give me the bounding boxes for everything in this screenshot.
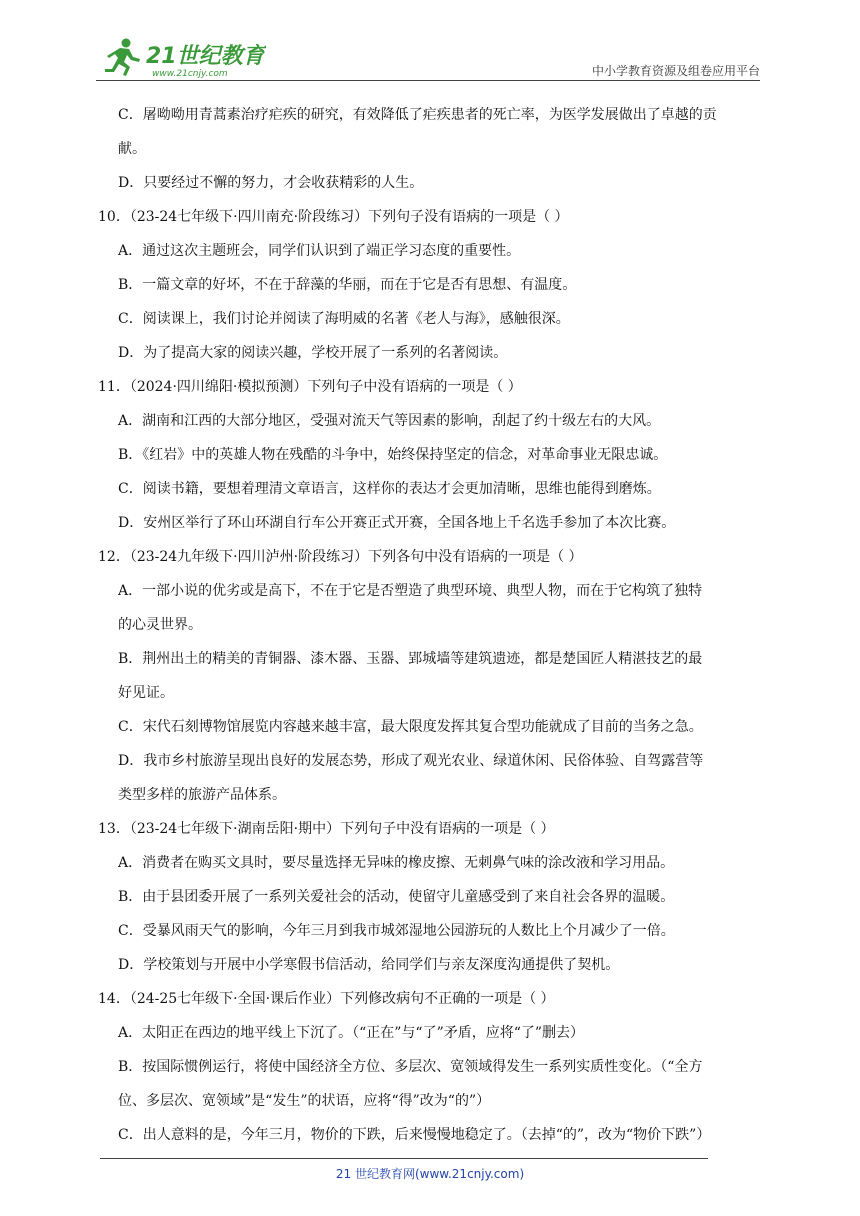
answer-option: C．宋代石刻博物馆展览内容越来越丰富，最大限度发挥其复合型功能就成了目前的当务之急。: [118, 719, 703, 735]
answer-option: D．我市乡村旅游呈现出良好的发展态势，形成了观光农业、绿道休闲、民俗体验、自驾露营等: [118, 753, 704, 769]
platform-name: 中小学教育资源及组卷应用平台: [591, 64, 760, 78]
logo-url: www.21cnjy.com: [152, 69, 228, 79]
question-stem: 14．（24-25七年级下·全国·课后作业）下列修改病句不正确的一项是（ ）: [98, 991, 555, 1007]
answer-option: B．《红岩》中的英雄人物在残酷的斗争中，始终保持坚定的信念，对革命事业无限忠诚。: [118, 447, 668, 463]
option-continuation: 类型多样的旅游产品体系。: [118, 787, 286, 803]
answer-option: A．通过这次主题班会，同学们认识到了端正学习态度的重要性。: [118, 243, 521, 259]
option-continuation: 献。: [118, 141, 146, 157]
answer-option: D．为了提高大家的阅读兴趣，学校开展了一系列的名著阅读。: [118, 345, 508, 361]
logo: [96, 36, 266, 80]
answer-option: B．由于县团委开展了一系列关爱社会的活动，使留守儿童感受到了来自社会各界的温暖。: [118, 889, 675, 905]
answer-option: A．湖南和江西的大部分地区，受强对流天气等因素的影响，刮起了约十级左右的大风。: [118, 413, 661, 429]
logo-text: 21世纪教育: [146, 44, 265, 69]
answer-option: B．按国际惯例运行，将使中国经济全方位、多层次、宽领域得发生一系列实质性变化。（“全方: [118, 1059, 703, 1075]
answer-option: D．学校策划与开展中小学寒假书信活动，给同学们与亲友深度沟通提供了契机。: [118, 957, 620, 973]
answer-option: B．荆州出土的精美的青铜器、漆木器、玉器、郢城墙等建筑遗迹，都是楚国匠人精湛技艺的最: [118, 651, 703, 667]
question-stem: 13．（23-24七年级下·湖南岳阳·期中）下列句子中没有语病的一项是（ ）: [98, 821, 555, 837]
header-divider: [96, 80, 760, 81]
option-continuation: 位、多层次、宽领域”是“发生”的状语，应将“得”改为“的”）: [118, 1093, 491, 1109]
answer-option: B．一篇文章的好坏，不在于辞藻的华丽，而在于它是否有思想、有温度。: [118, 277, 577, 293]
option-continuation: 好见证。: [118, 685, 174, 701]
answer-option: D．安州区举行了环山环湖自行车公开赛正式开赛，全国各地上千名选手参加了本次比赛。: [118, 515, 676, 531]
page-header: [96, 36, 760, 80]
question-stem: 11．（2024·四川绵阳·模拟预测）下列句子中没有语病的一项是（ ）: [98, 379, 522, 395]
answer-option: C．出人意料的是，今年三月，物价的下跌，后来慢慢地稳定了。（去掉“的”，改为“物价下跌”）: [118, 1127, 711, 1143]
answer-option: C．受暴风雨天气的影响，今年三月到我市城郊湿地公园游玩的人数比上个月减少了一倍。: [118, 923, 675, 939]
question-stem: 12．（23-24九年级下·四川泸州·阶段练习）下列各句中没有语病的一项是（ ）: [98, 549, 583, 565]
answer-option: C．屠呦呦用青蒿素治疗疟疾的研究，有效降低了疟疾患者的死亡率，为医学发展做出了卓越的贡: [118, 107, 717, 123]
footer-text: 21 世纪教育网(www.21cnjy.com): [335, 1167, 525, 1181]
footer-divider: [100, 1158, 708, 1159]
answer-option: C．阅读课上，我们讨论并阅读了海明威的名著《老人与海》，感触很深。: [118, 311, 570, 327]
runner-icon: [105, 39, 140, 77]
question-stem: 10．（23-24七年级下·四川南充·阶段练习）下列句子没有语病的一项是（ ）: [98, 209, 569, 225]
answer-option: A．太阳正在西边的地平线上下沉了。（“正在”与“了”矛盾，应将“了”删去）: [118, 1025, 585, 1041]
answer-option: A．一部小说的优劣或是高下，不在于它是否塑造了典型环境、典型人物，而在于它构筑了独特: [118, 583, 703, 599]
answer-option: D．只要经过不懈的努力，才会收获精彩的人生。: [118, 175, 424, 191]
option-continuation: 的心灵世界。: [118, 617, 202, 633]
question-content: [98, 98, 762, 1152]
answer-option: C．阅读书籍，要想着理清文章语言，这样你的表达才会更加清晰，思维也能得到磨炼。: [118, 481, 661, 497]
answer-option: A．消费者在购买文具时，要尽量选择无异味的橡皮擦、无刺鼻气味的涂改液和学习用品。: [118, 855, 675, 871]
